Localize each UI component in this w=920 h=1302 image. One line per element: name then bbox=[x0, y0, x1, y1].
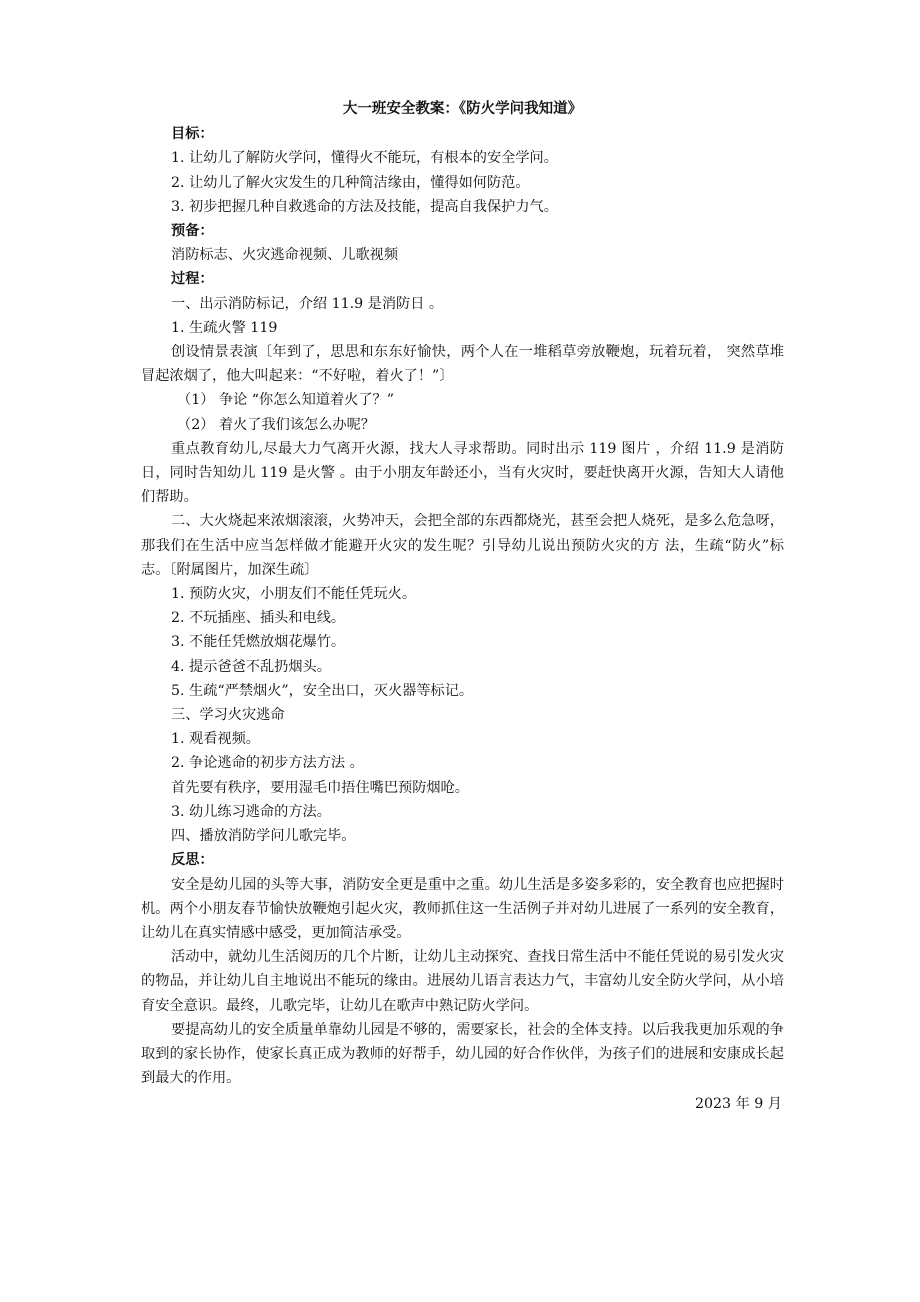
step3-item: 首先要有秩序，要用湿毛巾捂住嘴巴预防烟呛。 bbox=[171, 779, 469, 796]
preparation-heading: 预备： bbox=[171, 223, 214, 240]
step3-item: 1. 观看视频。 bbox=[171, 731, 260, 748]
document-body bbox=[141, 97, 784, 1117]
step1-question: （2） 着火了我们该怎么办呢？ bbox=[177, 416, 375, 433]
objective-item: 3. 初步把握几种自救逃命的方法及技能，提高自我保护力气。 bbox=[171, 198, 558, 215]
step1-sub: 1. 生疏火警 119 bbox=[171, 319, 278, 336]
step4-title: 四、播放消防学问儿歌完毕。 bbox=[171, 828, 356, 845]
document-title: 大一班安全教案：《防火学问我知道》 bbox=[342, 101, 583, 117]
step1-question: （1） 争论 “你怎么知道着火了？” bbox=[177, 392, 394, 409]
step2-item: 1. 预防火灾，小朋友们不能任凭玩火。 bbox=[171, 586, 417, 603]
step1-key-point: 重点教育幼儿,尽最大力气离开火源，找大人寻求帮助。同时出示 119 图片 ，介绍 11.9 是消防日，同时告知幼儿 119 是火警 。由于小朋友年龄还小，当有火灾时，要赶快离开火源，告知大人请他们帮助。 bbox=[141, 440, 784, 506]
step3-item: 2. 争论逃命的初步方法方法 。 bbox=[171, 755, 364, 772]
step2-item: 5. 生疏“严禁烟火”，安全出口，灭火器等标记。 bbox=[171, 682, 474, 699]
step2-item: 3. 不能任凭燃放烟花爆竹。 bbox=[171, 634, 346, 651]
reflection-paragraph: 要提高幼儿的安全质量单靠幼儿园是不够的，需要家长，社会的全体支持。以后我我更加乐观的争取到的家长协作，使家长真正成为教师的好帮手，幼儿园的好合作伙伴，为孩子们的进展和安康成长起到最大的作用。 bbox=[141, 1021, 784, 1087]
objective-item: 1. 让幼儿了解防火学问，懂得火不能玩，有根本的安全学问。 bbox=[171, 150, 558, 167]
step2-intro: 二、大火烧起来浓烟滚滚，火势冲天，会把全部的东西都烧光，甚至会把人烧死，是多么危急呀，那我们在生活中应当怎样做才能避开火灾的发生呢？引导幼儿说出预防火灾的方 法，生疏“防火”标志。〔附属图片，加深生疏〕 bbox=[141, 513, 784, 578]
step1-title: 一、出示消防标记，介绍 11.9 是消防日 。 bbox=[171, 295, 444, 312]
document-date: 2023 年 9 月 bbox=[694, 1096, 782, 1113]
preparation-text: 消防标志、火灾逃命视频、儿歌视频 bbox=[171, 247, 399, 264]
objectives-heading: 目标： bbox=[171, 126, 214, 143]
step3-item: 3. 幼儿练习逃命的方法。 bbox=[171, 803, 331, 820]
process-heading: 过程： bbox=[171, 271, 214, 288]
reflection-paragraph: 活动中，就幼儿生活阅历的几个片断，让幼儿主动探究、查找日常生活中不能任凭说的易引发火灾的物品，并让幼儿自主地说出不能玩的缘由。进展幼儿语言表达力气，丰富幼儿安全防火学问，从小培育安全意识。最终，儿歌完毕，让幼儿在歌声中熟记防火学问。 bbox=[141, 949, 784, 1014]
step1-scene: 创设情景表演〔年到了，思思和东东好愉快，两个人在一堆稻草旁放鞭炮，玩着玩着， 突然草堆冒起浓烟了，他大叫起来：“不好啦，着火了！”〕 bbox=[141, 344, 784, 385]
step2-item: 2. 不玩插座、插头和电线。 bbox=[171, 610, 346, 627]
step2-item: 4. 提示爸爸不乱扔烟头。 bbox=[171, 658, 331, 675]
objective-item: 2. 让幼儿了解火灾发生的几种简洁缘由，懂得如何防范。 bbox=[171, 174, 530, 191]
reflection-paragraph: 安全是幼儿园的头等大事，消防安全更是重中之重。幼儿生活是多姿多彩的，安全教育也应把握时机。两个小朋友春节愉快放鞭炮引起火灾，教师抓住这一生活例子并对幼儿进展了一系列的安全教育，让幼儿在真实情感中感受，更加简洁承受。 bbox=[141, 876, 784, 941]
step3-title: 三、学习火灾逃命 bbox=[171, 707, 285, 724]
reflection-heading: 反思： bbox=[171, 852, 214, 869]
